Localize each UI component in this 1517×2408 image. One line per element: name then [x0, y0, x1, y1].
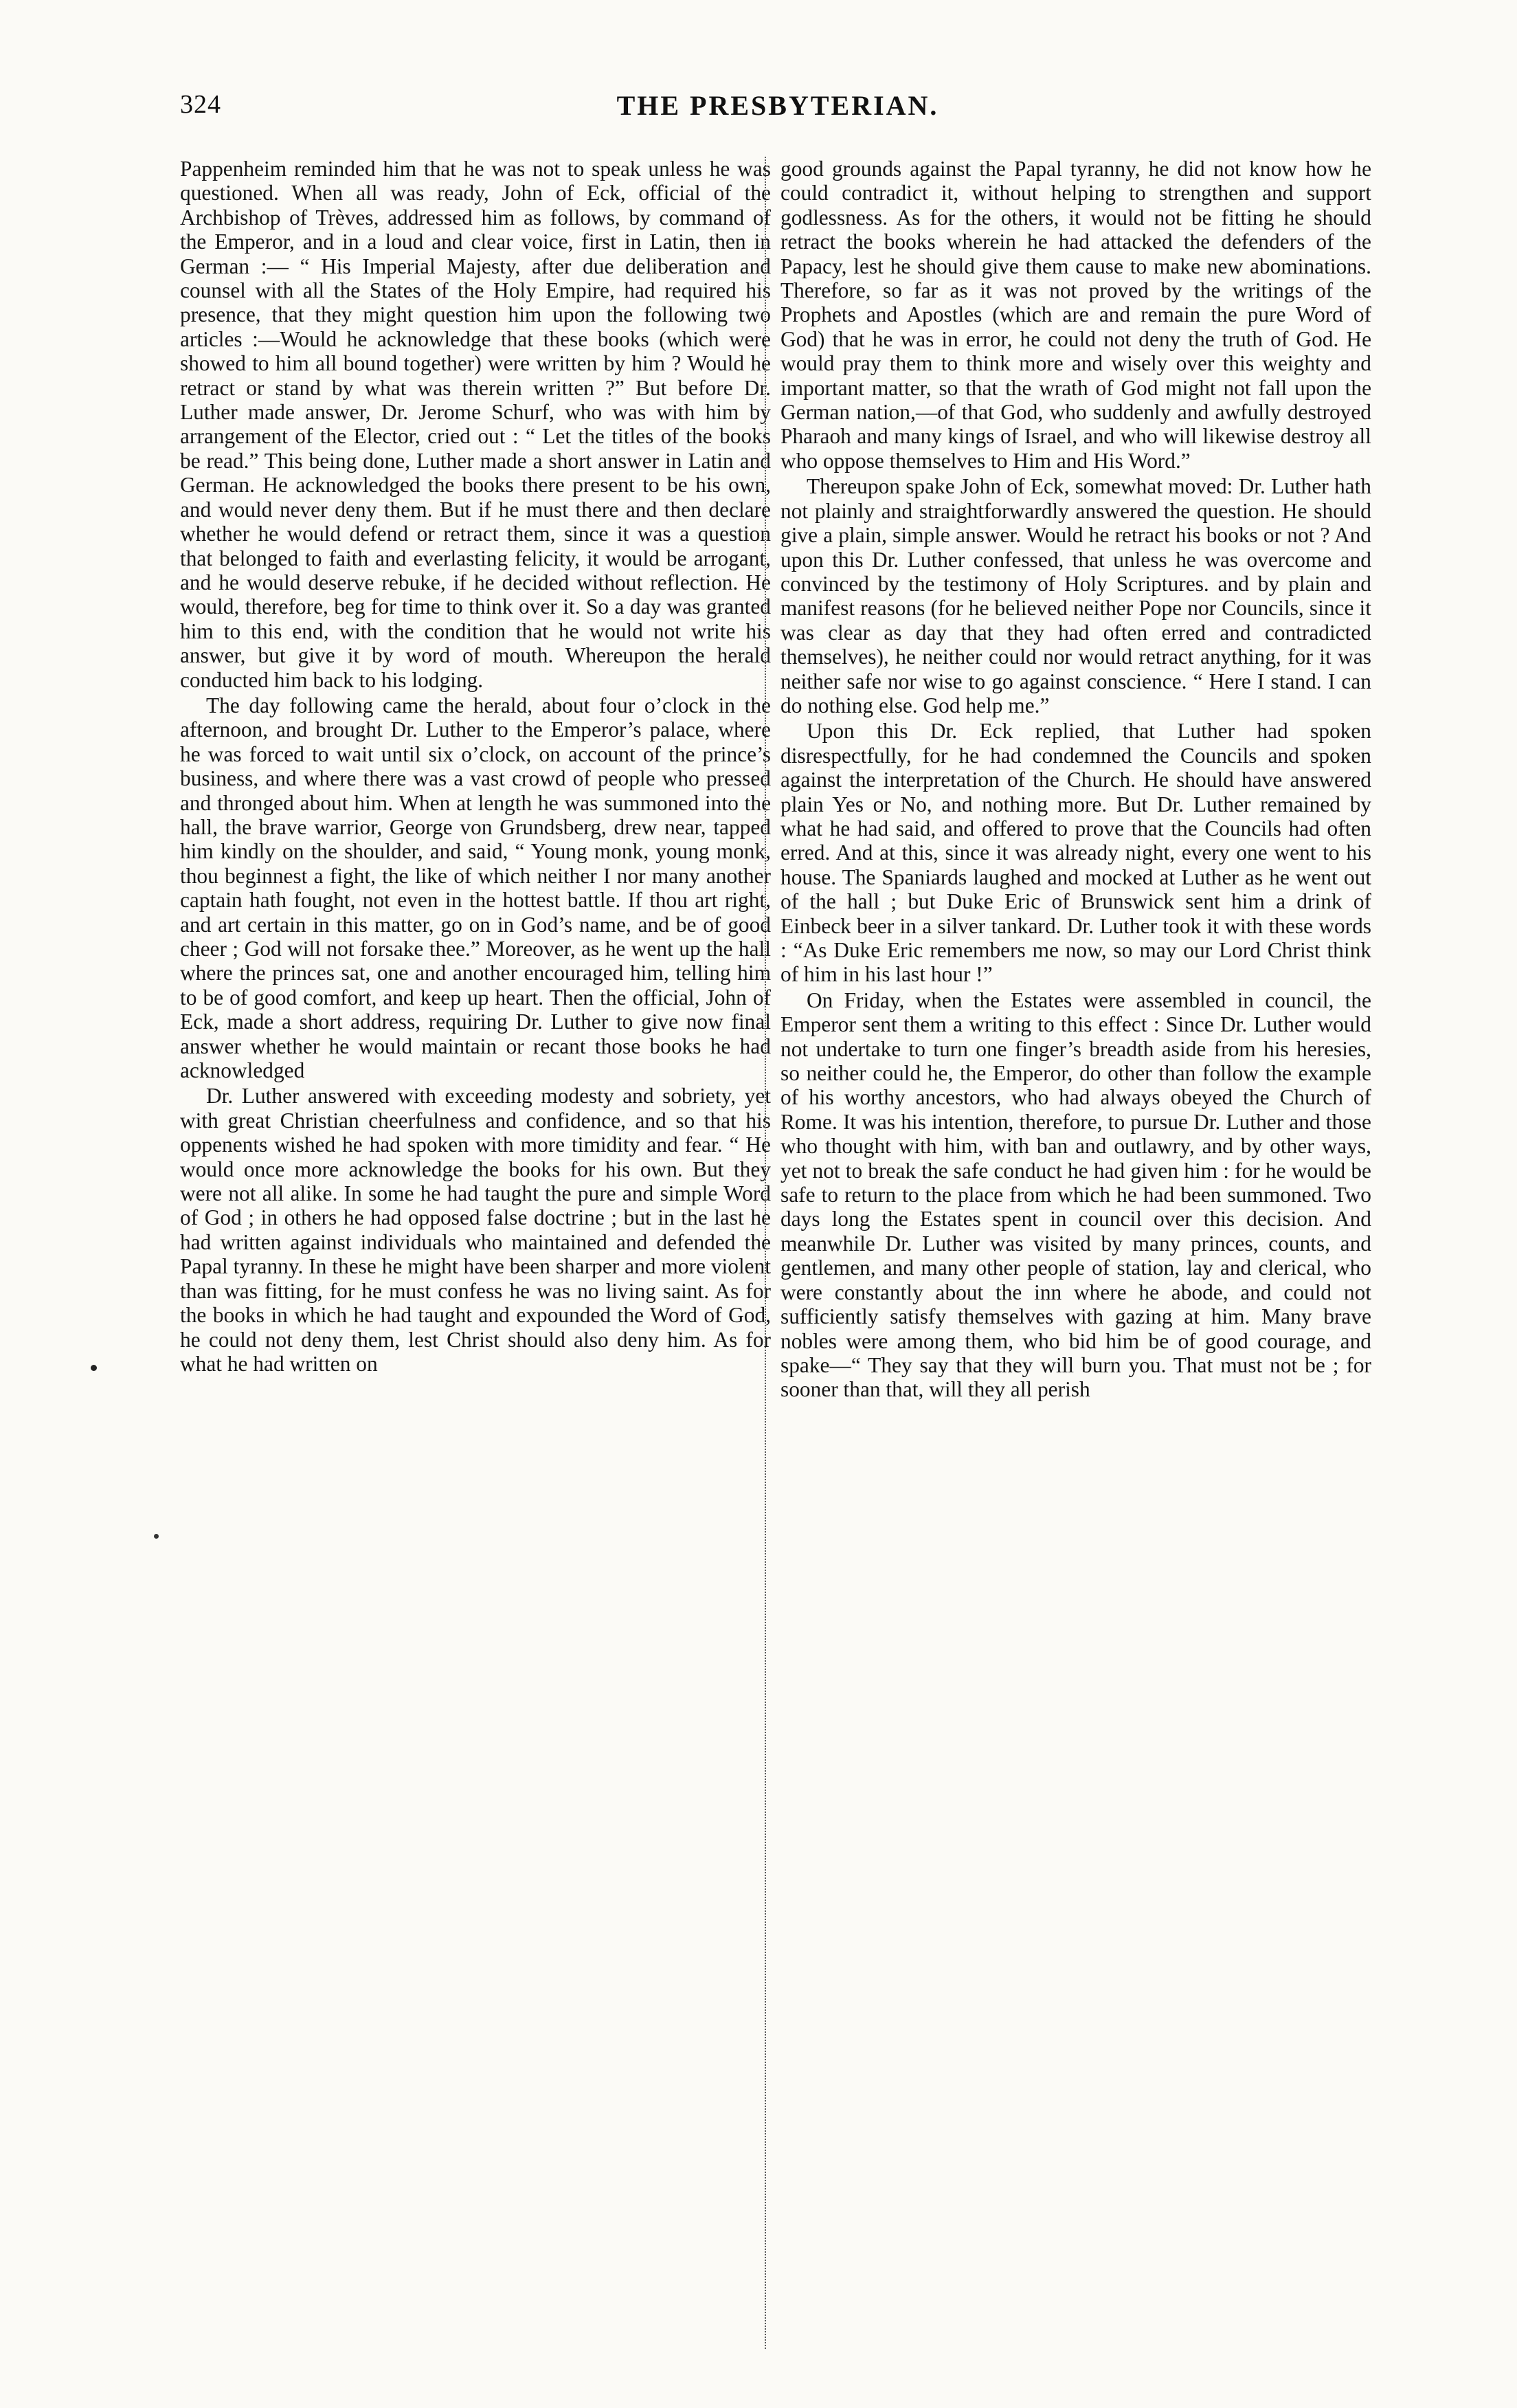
- page-number: 324: [180, 90, 221, 119]
- paragraph: Thereupon spake John of Eck, somewhat moved: Dr. Luther hath not plainly and straightforwardly answered the question. He should give a plain, simple answer. Would he retract his books or not ? And upon this Dr. Luther confessed, that unless he was overcome and convinced by the testimony of Holy Scriptures. and by plain and manifest reasons (for he believed neither Pope nor Councils, since it was clear as day that they had often erred and contradicted themselves), he neither could nor would retract anything, for it was neither safe nor wise to go against conscience. “ Here I stand. I can do nothing else. God help me.”: [780, 474, 1371, 717]
- running-head-title: THE PRESBYTERIAN.: [616, 90, 939, 121]
- paragraph: The day following came the herald, about four o’clock in the afternoon, and brought Dr. Luther to the Emperor’s palace, where he was forced to wait until six o’clock, on account of the prince’s business, and where there was a vast crowd of people who pressed and thronged about him. When at length he was summoned into the hall, the brave warrior, George von Grundsberg, drew near, tapped him kindly on the shoulder, and said, “ Young monk, young monk, thou beginnest a fight, the like of which neither I nor many another captain hath fought, not even in the hottest battle. If thou art right, and art certain in this matter, go on in God’s name, and be of good cheer ; God will not forsake thee.” Moreover, as he went up the hall where the princes sat, one and another encouraged him, telling him to be of good comfort, and keep up heart. Then the official, John of Eck, made a short address, requiring Dr. Luther to give now final answer whether he would maintain or recant those books he had acknowledged: [180, 693, 771, 1083]
- page-header: [180, 89, 1375, 131]
- paragraph: Upon this Dr. Eck replied, that Luther had spoken disrespectfully, for he had condemned the Councils and spoken against the interpretation of the Church. He should have answered plain Yes or No, and nothing more. But Dr. Luther remained by what he had said, and offered to prove that the Councils had often erred. And at this, since it was already night, every one went to his house. The Spaniards laughed and mocked at Luther as he went out of the hall ; but Duke Eric of Brunswick sent him a drink of Einbeck beer in a silver tankard. Dr. Luther took it with these words : “As Duke Eric remembers me now, so may our Lord Christ think of him in his last hour !”: [780, 719, 1371, 987]
- right-column: [780, 157, 1371, 2356]
- paragraph: Dr. Luther answered with exceeding modesty and sobriety, yet with great Christian cheerfulness and confidence, and so that his oppenents wished he had spoken with more timidity and fear. “ He would once more acknowledge the books for his own. But they were not all alike. In some he had taught the pure and simple Word of God ; in others he had opposed false doctrine ; but in the last he had written against individuals who maintained and defended the Papal tyranny. In these he might have been sharper and more violent than was fitting, for he must confess he was no living saint. As for the books in which he had taught and expounded the Word of God, he could not deny them, lest Christ should also deny him. As for what he had written on: [180, 1084, 771, 1376]
- ink-speck: [91, 1365, 97, 1371]
- paragraph: Pappenheim reminded him that he was not to speak unless he was questioned. When all was ready, John of Eck, official of the Archbishop of Trèves, addressed him as follows, by command of the Emperor, and in a loud and clear voice, first in Latin, then in German :— “ His Imperial Majesty, after due deliberation and counsel with all the States of the Holy Empire, had required his presence, that they might question him upon the following two articles :—Would he acknowledge that these books (which were showed to him all bound together) were written by him ? Would he retract or stand by what was therein written ?” But before Dr. Luther made answer, Dr. Jerome Schurf, who was with him by arrangement of the Elector, cried out : “ Let the titles of the books be read.” This being done, Luther made a short answer in Latin and German. He acknowledged the books there present to be his own, and would never deny them. But if he must there and then declare whether he would defend or retract them, since it was a question that belonged to faith and everlasting felicity, it would be arrogant, and he would deserve rebuke, if he decided without reflection. He would, therefore, beg for time to think over it. So a day was granted him to this end, with the condition that he would not write his answer, but give it by word of mouth. Whereupon the herald conducted him back to his lodging.: [180, 157, 771, 692]
- paragraph: good grounds against the Papal tyranny, he did not know how he could contradict it, without helping to strengthen and support godlessness. As for the others, it would not be fitting he should retract the books wherein he had attacked the defenders of the Papacy, lest he should give them cause to make new abominations. Therefore, so far as it was not proved by the writings of the Prophets and Apostles (which are and remain the pure Word of God) that he was in error, he could not deny the truth of God. He would pray them to think more and wisely over this weighty and important matter, so that the wrath of God might not fall upon the German nation,—of that God, who suddenly and awfully destroyed Pharaoh and many kings of Israel, and who will likewise destroy all who oppose themselves to Him and His Word.”: [780, 157, 1371, 473]
- column-divider-rule: [765, 157, 766, 2349]
- ink-speck: [154, 1534, 159, 1539]
- paragraph: On Friday, when the Estates were assembled in council, the Emperor sent them a writing to this effect : Since Dr. Luther would not undertake to turn one finger’s breadth aside from his heresies, so neither could he, the Emperor, do other than follow the example of his worthy ancestors, who had always obeyed the Church of Rome. It was his intention, therefore, to pursue Dr. Luther and those who thought with him, with ban and outlawry, and by other ways, yet not to break the safe conduct he had given him : for he would be safe to return to the place from which he had been summoned. Two days long the Estates spent in council over this decision. And meanwhile Dr. Luther was visited by many princes, counts, and gentlemen, and many other people of station, lay and clerical, who were constantly about the inn where he abode, and could not sufficiently satisfy themselves with gazing at him. Many brave nobles were among them, who bid him be of good courage, and spake—“ They say that they will burn you. That must not be ; for sooner than that, will they all perish: [780, 988, 1371, 1402]
- left-column: [180, 157, 771, 2356]
